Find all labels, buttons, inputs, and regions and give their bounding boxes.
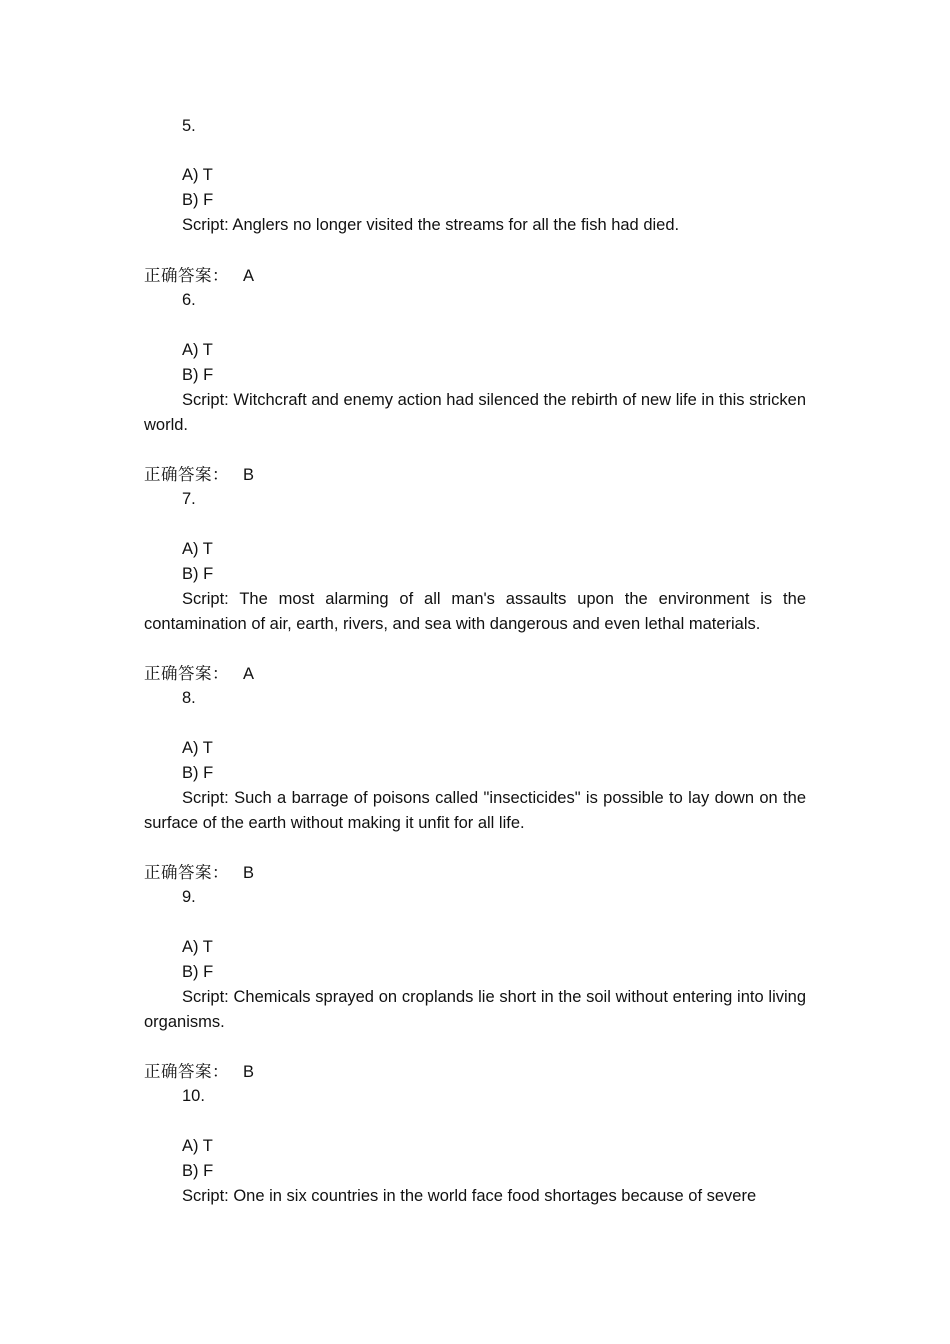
correct-answer bbox=[144, 1059, 806, 1084]
script-text: Script: Anglers no longer visited the streams for all the fish had died. bbox=[182, 216, 680, 234]
correct-answer-value: B bbox=[243, 1063, 255, 1081]
script-text: Script: One in six countries in the world face food shortages because of severe bbox=[182, 1187, 757, 1205]
option-a: A) T bbox=[182, 341, 213, 359]
option-a: A) T bbox=[182, 540, 213, 558]
correct-answer bbox=[144, 661, 806, 686]
correct-answer bbox=[144, 462, 806, 487]
question-number: 7. bbox=[182, 490, 196, 508]
option-a: A) T bbox=[182, 938, 213, 956]
question-number: 6. bbox=[182, 291, 196, 309]
option-b: B) F bbox=[182, 764, 214, 782]
option-a: A) T bbox=[182, 739, 213, 757]
question-number: 5. bbox=[182, 117, 196, 135]
question-number: 8. bbox=[182, 689, 196, 707]
option-b: B) F bbox=[182, 963, 214, 981]
script-text: Script: Chemicals sprayed on croplands lie short in the soil without entering into living organisms. bbox=[144, 988, 806, 1031]
correct-answer-label: 正确答案： bbox=[144, 465, 229, 484]
option-a: A) T bbox=[182, 166, 213, 184]
correct-answer-label: 正确答案： bbox=[144, 863, 229, 882]
correct-answer-value: B bbox=[243, 864, 255, 882]
script-text: Script: The most alarming of all man's assaults upon the environment is the contamination of air, earth, rivers, and sea with dangerous and even lethal materials. bbox=[144, 590, 806, 633]
correct-answer-label: 正确答案： bbox=[144, 266, 229, 285]
correct-answer bbox=[144, 860, 806, 885]
correct-answer-value: A bbox=[243, 665, 255, 683]
correct-answer-value: B bbox=[243, 466, 255, 484]
question-number: 10. bbox=[182, 1087, 205, 1105]
correct-answer bbox=[144, 263, 806, 288]
option-b: B) F bbox=[182, 565, 214, 583]
question-number: 9. bbox=[182, 888, 196, 906]
option-b: B) F bbox=[182, 191, 214, 209]
correct-answer-label: 正确答案： bbox=[144, 1062, 229, 1081]
option-a: A) T bbox=[182, 1137, 213, 1155]
option-b: B) F bbox=[182, 366, 214, 384]
correct-answer-value: A bbox=[243, 267, 255, 285]
correct-answer-label: 正确答案： bbox=[144, 664, 229, 683]
script-text: Script: Witchcraft and enemy action had silenced the rebirth of new life in this stricken world. bbox=[144, 391, 806, 434]
option-b: B) F bbox=[182, 1162, 214, 1180]
script-text: Script: Such a barrage of poisons called "insecticides" is possible to lay down on the surface of the earth without making it unfit for all life. bbox=[144, 789, 806, 832]
